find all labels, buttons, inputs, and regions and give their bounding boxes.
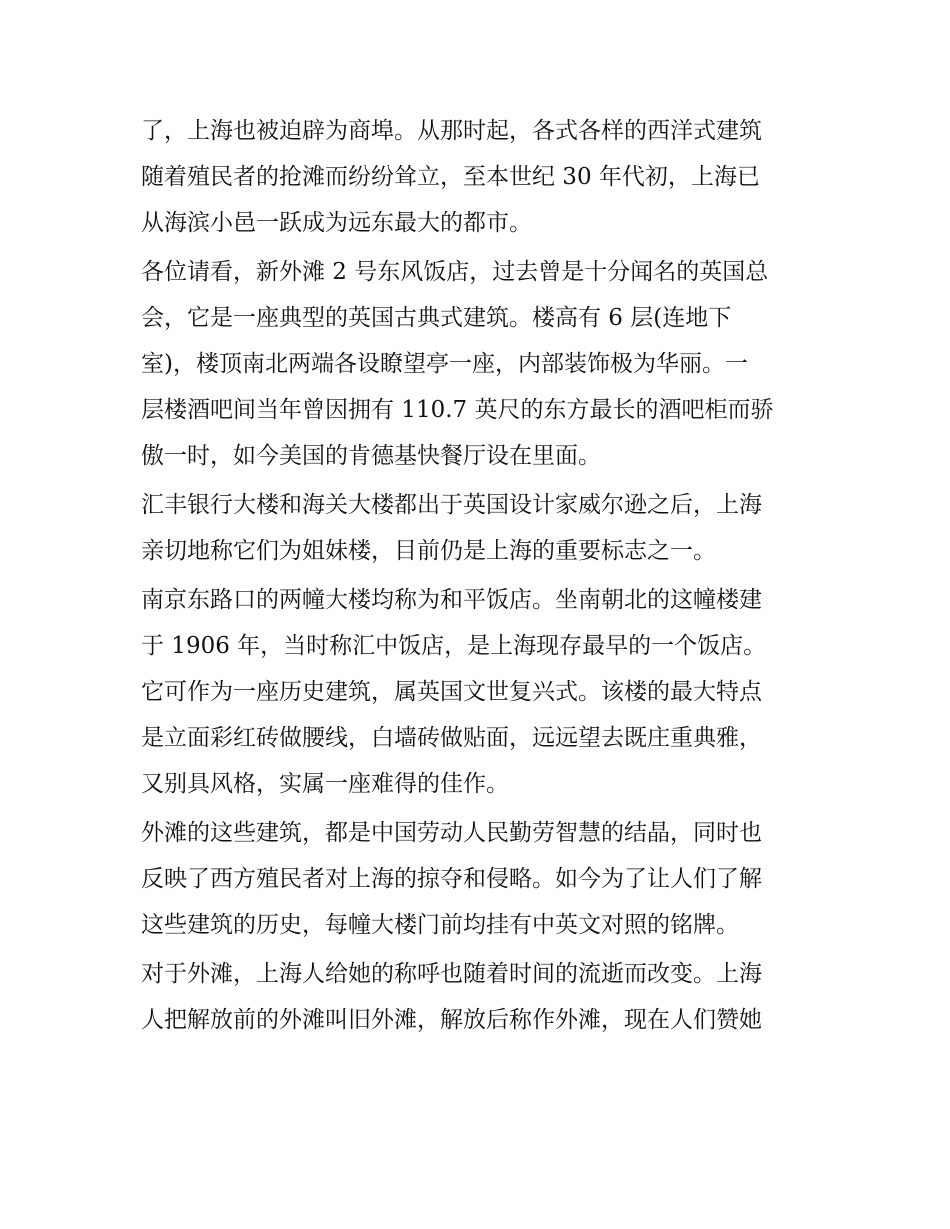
text-line: 室)，楼顶南北两端各设瞭望亭一座，内部装饰极为华丽。一 [141,351,748,377]
document-body [141,108,813,1043]
text-line: 人把解放前的外滩叫旧外滩，解放后称作外滩，现在人们赞她 [141,1007,762,1033]
text-line: 这些建筑的历史，每幢大楼门前均挂有中英文对照的铭牌。 [141,912,739,938]
text-line: 各位请看，新外滩 2 号东风饭店，过去曾是十分闻名的英国总 [141,259,769,285]
paragraph-1 [141,108,813,246]
paragraph-4 [141,577,813,807]
paragraph-6 [141,951,813,1043]
text-line: 随着殖民者的抢滩而纷纷耸立，至本世纪 30 年代初，上海已 [141,164,760,190]
text-line: 外滩的这些建筑，都是中国劳动人民勤劳智慧的结晶，同时也 [141,820,762,846]
paragraph-5 [141,810,813,948]
text-line: 层楼酒吧间当年曾因拥有 110.7 英尺的东方最长的酒吧柜而骄 [141,397,774,423]
text-line: 是立面彩红砖做腰线，白墙砖做贴面，远远望去既庄重典雅， [141,725,762,751]
text-line: 会，它是一座典型的英国古典式建筑。楼高有 6 层(连地下 [141,305,732,331]
text-line: 从海滨小邑一跃成为远东最大的都市。 [141,210,532,236]
text-line: 反映了西方殖民者对上海的掠夺和侵略。如今为了让人们了解 [141,866,762,892]
text-line: 又别具风格，实属一座难得的佳作。 [141,771,509,797]
text-line: 汇丰银行大楼和海关大楼都出于英国设计家威尔逊之后，上海 [141,492,762,518]
text-line: 于 1906 年，当时称汇中饭店，是上海现存最早的一个饭店。 [141,633,767,659]
text-line: 了，上海也被迫辟为商埠。从那时起，各式各样的西洋式建筑 [141,118,762,144]
paragraph-3 [141,482,813,574]
text-line: 对于外滩，上海人给她的称呼也随着时间的流逝而改变。上海 [141,961,762,987]
text-line: 南京东路口的两幢大楼均称为和平饭店。坐南朝北的这幢楼建 [141,587,762,613]
text-line: 亲切地称它们为姐妹楼，目前仍是上海的重要标志之一。 [141,538,716,564]
paragraph-2 [141,249,813,479]
text-line: 它可作为一座历史建筑，属英国文世复兴式。该楼的最大特点 [141,679,762,705]
text-line: 傲一时，如今美国的肯德基快餐厅设在里面。 [141,443,601,469]
